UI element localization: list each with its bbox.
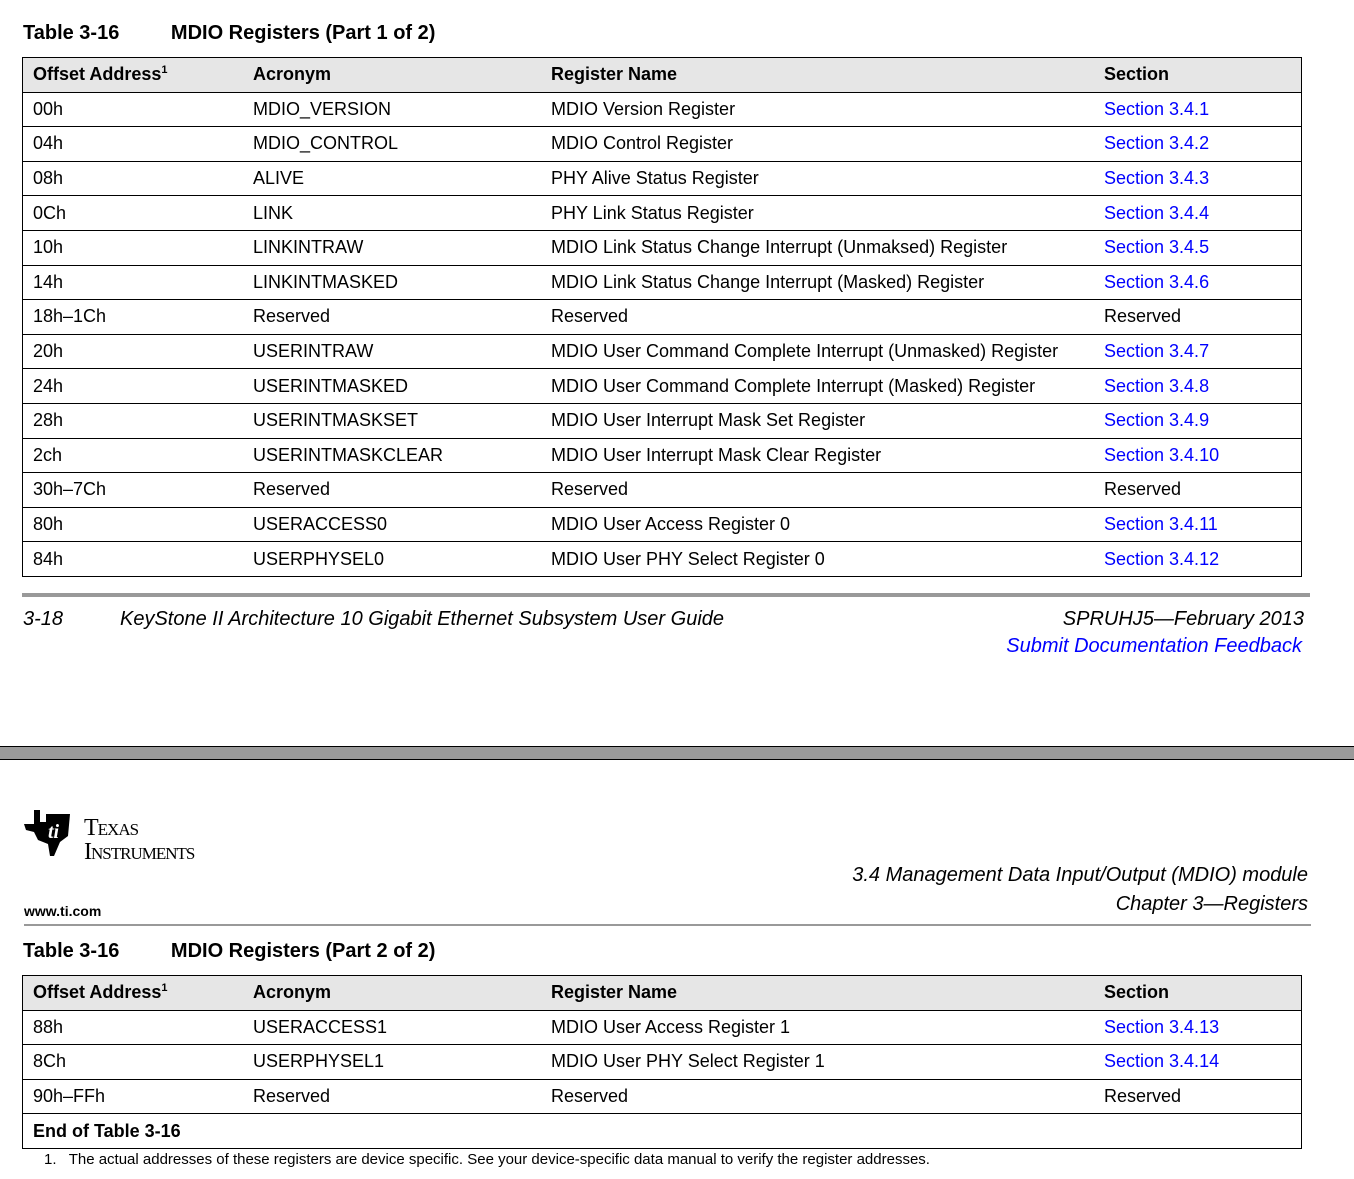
offset-cell: 28h [23,403,244,438]
table-name: MDIO Registers (Part 1 of 2) [170,22,436,44]
doc-id: SPRUHJ5—February 2013 [1062,608,1304,630]
header-rule [24,924,1311,926]
header-register-name: Register Name [541,58,1094,93]
register-name-cell: Reserved [541,473,1094,508]
table-row [23,438,1302,473]
offset-cell: 30h–7Ch [23,473,244,508]
table-title-part2 [23,940,435,963]
register-name-cell: MDIO User Access Register 0 [541,507,1094,542]
register-name-cell: MDIO User PHY Select Register 1 [541,1045,1094,1080]
table-row [23,507,1302,542]
table-row [23,473,1302,508]
register-name-cell: MDIO Version Register [541,92,1094,127]
header-acronym: Acronym [243,976,541,1011]
acronym-cell: Reserved [243,473,541,508]
header-section: Section [1094,58,1302,93]
table-header-row [23,58,1302,93]
offset-cell: 2ch [23,438,244,473]
footnote-number: 1. [44,1151,57,1168]
header-offset: Offset Address$^1$ [23,976,244,1011]
table-row [23,230,1302,265]
acronym-cell: LINKINTMASKED [243,265,541,300]
acronym-cell: MDIO_CONTROL [243,127,541,162]
offset-cell: 20h [23,334,244,369]
offset-cell: 90h–FFh [23,1079,244,1114]
offset-cell: 08h [23,161,244,196]
acronym-cell: USERPHYSEL1 [243,1045,541,1080]
offset-cell: 0Ch [23,196,244,231]
acronym-cell: Reserved [243,300,541,335]
table-row [23,403,1302,438]
section-link[interactable]: Section 3.4.12 [1094,542,1302,577]
section-link[interactable]: Section 3.4.11 [1094,507,1302,542]
section-link[interactable]: Section 3.4.9 [1094,403,1302,438]
acronym-cell: USERINTMASKCLEAR [243,438,541,473]
offset-cell: 88h [23,1010,244,1045]
page-number: 3-18 [23,608,64,630]
section-link[interactable]: Section 3.4.5 [1094,230,1302,265]
acronym-cell: LINK [243,196,541,231]
header-offset: Offset Address$^1$ [23,58,244,93]
acronym-cell: USERACCESS0 [243,507,541,542]
register-name-cell: MDIO Link Status Change Interrupt (Masked) Register [541,265,1094,300]
register-name-cell: MDIO User Interrupt Mask Set Register [541,403,1094,438]
section-link[interactable]: Section 3.4.4 [1094,196,1302,231]
header-register-name: Register Name [541,976,1094,1011]
register-name-cell: MDIO User PHY Select Register 0 [541,542,1094,577]
offset-cell: 84h [23,542,244,577]
footer-rule [22,593,1310,597]
ti-logo-icon [24,808,80,860]
website-link[interactable]: www.ti.com [24,903,102,919]
acronym-cell: USERINTMASKSET [243,403,541,438]
table-number: Table 3-16 [23,22,120,44]
end-of-table-label: End of Table 3-16 [23,1114,1302,1149]
section-link[interactable]: Section 3.4.6 [1094,265,1302,300]
svg-text:ti: ti [48,821,60,843]
table-row [23,265,1302,300]
register-name-cell: MDIO User Command Complete Interrupt (Unmasked) Register [541,334,1094,369]
header-section: Section [1094,976,1302,1011]
acronym-cell: USERPHYSEL0 [243,542,541,577]
offset-cell: 10h [23,230,244,265]
table-name: MDIO Registers (Part 2 of 2) [170,940,436,962]
table-number: Table 3-16 [23,940,120,962]
section-link[interactable]: Section 3.4.2 [1094,127,1302,162]
acronym-cell: MDIO_VERSION [243,92,541,127]
table-row [23,1010,1302,1045]
offset-cell: 04h [23,127,244,162]
registers-table-part2 [22,975,1302,1149]
offset-cell: 24h [23,369,244,404]
section-cell: Reserved [1094,473,1302,508]
section-header: 3.4 Management Data Input/Output (MDIO) module [852,864,1308,886]
acronym-cell: ALIVE [243,161,541,196]
section-link[interactable]: Section 3.4.7 [1094,334,1302,369]
register-name-cell: Reserved [541,300,1094,335]
table-row [23,1079,1302,1114]
table-title-part1 [23,22,435,45]
table-header-row [23,976,1302,1011]
register-name-cell: MDIO User Access Register 1 [541,1010,1094,1045]
table-row [23,92,1302,127]
chapter-header: Chapter 3—Registers [1115,893,1308,915]
header-acronym: Acronym [243,58,541,93]
table-row [23,334,1302,369]
registers-table-part1 [22,57,1302,577]
page-break [0,746,1354,760]
acronym-cell: USERINTMASKED [243,369,541,404]
submit-feedback-link[interactable]: Submit Documentation Feedback [1006,635,1302,657]
section-cell: Reserved [1094,300,1302,335]
end-of-table-row [23,1114,1302,1149]
acronym-cell: Reserved [243,1079,541,1114]
logo-text-instruments: Instruments [84,839,195,865]
section-link[interactable]: Section 3.4.1 [1094,92,1302,127]
register-name-cell: MDIO Control Register [541,127,1094,162]
register-name-cell: PHY Link Status Register [541,196,1094,231]
offset-cell: 18h–1Ch [23,300,244,335]
section-cell: Reserved [1094,1079,1302,1114]
footnote [44,1151,930,1168]
offset-cell: 00h [23,92,244,127]
table-row [23,1045,1302,1080]
register-name-cell: MDIO User Command Complete Interrupt (Masked) Register [541,369,1094,404]
table-row [23,542,1302,577]
ti-logo[interactable] [24,808,195,865]
acronym-cell: LINKINTRAW [243,230,541,265]
acronym-cell: USERINTRAW [243,334,541,369]
register-name-cell: PHY Alive Status Register [541,161,1094,196]
section-link[interactable]: Section 3.4.14 [1094,1045,1302,1080]
register-name-cell: MDIO User Interrupt Mask Clear Register [541,438,1094,473]
offset-cell: 8Ch [23,1045,244,1080]
section-link[interactable]: Section 3.4.8 [1094,369,1302,404]
register-name-cell: Reserved [541,1079,1094,1114]
logo-text-texas: Texas [84,815,139,841]
section-link[interactable]: Section 3.4.13 [1094,1010,1302,1045]
offset-cell: 14h [23,265,244,300]
table-row [23,196,1302,231]
acronym-cell: USERACCESS1 [243,1010,541,1045]
register-name-cell: MDIO Link Status Change Interrupt (Unmaksed) Register [541,230,1094,265]
offset-cell: 80h [23,507,244,542]
table-row [23,127,1302,162]
section-link[interactable]: Section 3.4.3 [1094,161,1302,196]
table-row [23,300,1302,335]
doc-title: KeyStone II Architecture 10 Gigabit Ethernet Subsystem User Guide [120,608,725,630]
table-row [23,369,1302,404]
section-link[interactable]: Section 3.4.10 [1094,438,1302,473]
footnote-text: The actual addresses of these registers are device specific. See your device-specific data manual to verify the register addresses. [68,1151,930,1168]
table-row [23,161,1302,196]
